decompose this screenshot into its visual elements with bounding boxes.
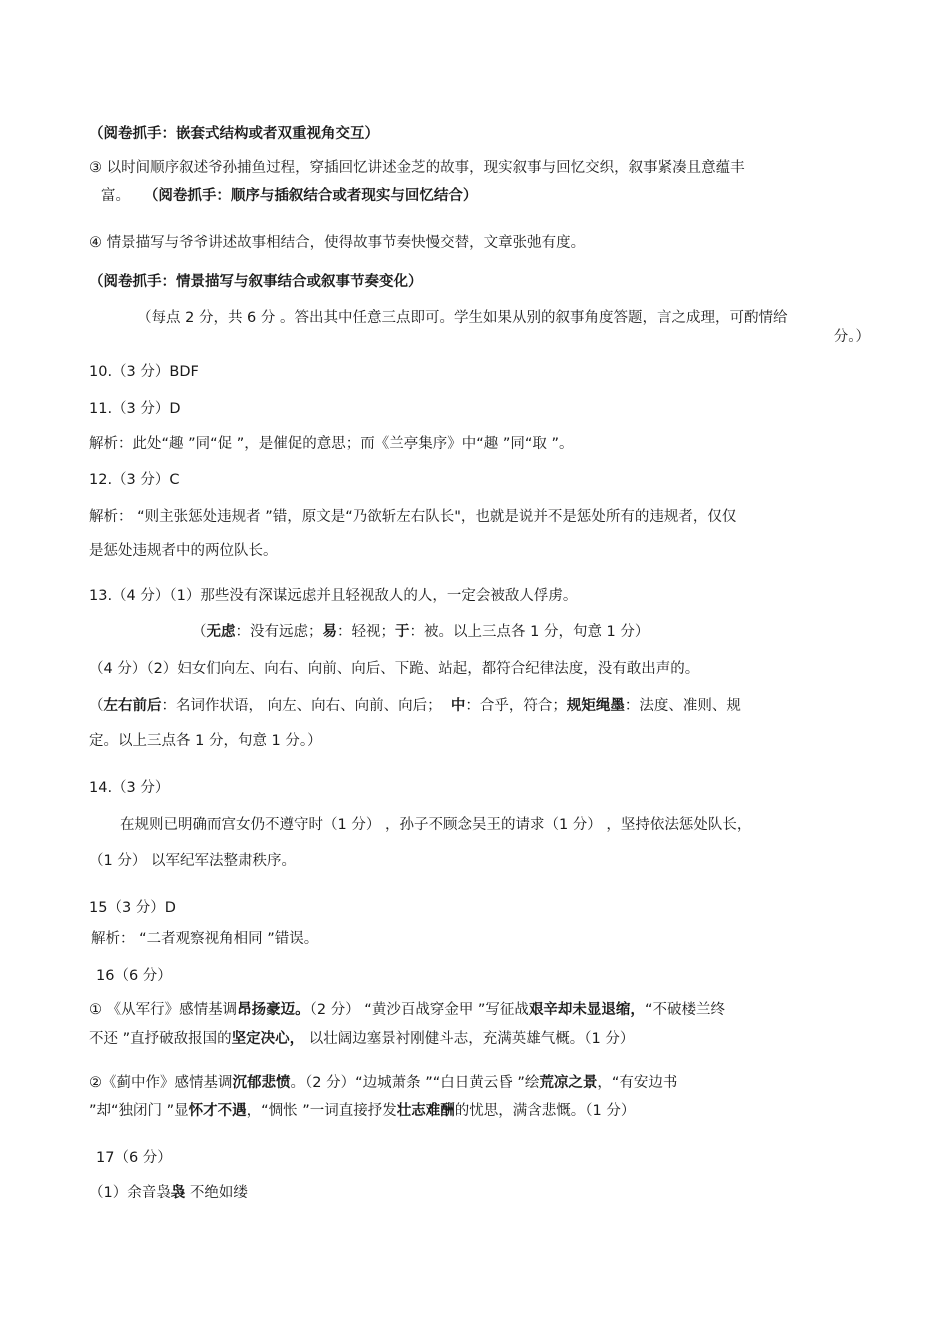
text: ”却“独闭门 ”显	[89, 1103, 189, 1119]
q13-note-2-cont: 定。以上三点各 1 分，句意 1 分。）	[89, 733, 322, 749]
q13-note-2	[89, 696, 741, 716]
keyword: 易	[322, 624, 337, 640]
text: ，“有安边书	[597, 1075, 678, 1091]
text: ②《蓟中作》感情基调	[89, 1075, 233, 1091]
keyword: 沉郁悲愤	[232, 1075, 291, 1091]
keyword: 中	[450, 698, 466, 714]
q14-header: 14.（3 分）	[89, 780, 170, 796]
text: 不还 ”直抒破敌报国的	[89, 1031, 232, 1047]
grading-note-3: （阅卷抓手：情景描写与叙事结合或叙事节奏变化）	[89, 274, 423, 290]
q16-point-1-cont	[89, 1029, 634, 1049]
q14-answer-cont: （1 分） 以军纪军法整肃秩序。	[89, 853, 296, 869]
q12-answer: 12.（3 分）C	[89, 472, 180, 488]
q17-answer-1	[89, 1183, 248, 1203]
text: （1）余音袅	[89, 1185, 171, 1201]
keyword: 坚定决心，	[231, 1031, 305, 1047]
keyword: 袅	[170, 1185, 186, 1201]
q16-point-1	[89, 1000, 725, 1020]
text: “不破楼兰终	[644, 1002, 725, 1018]
q10-answer: 10.（3 分）BDF	[89, 364, 199, 380]
text: ：没有远虑；	[235, 624, 323, 640]
text: 富。	[101, 188, 130, 204]
text: ① 《从军行》感情基调	[89, 1002, 238, 1018]
text: （	[192, 624, 207, 640]
text: ：合乎，符合；	[465, 698, 567, 714]
text: ：轻视；	[337, 624, 395, 640]
q13-note-1	[192, 622, 649, 642]
grading-note-2: （阅卷抓手：顺序与插叙结合或者现实与回忆结合）	[143, 188, 478, 204]
q14-answer: 在规则已明确而宫女仍不遵守时（1 分） ，孙子不顾念吴王的请求（1 分） ，坚持依法惩处队长，	[120, 817, 752, 833]
keyword: 荒凉之景	[539, 1075, 598, 1091]
keyword: 于	[395, 624, 410, 640]
keyword: 规矩绳墨	[566, 698, 625, 714]
keyword: 无虑	[206, 624, 236, 640]
text: （2 分） “黄沙百战穿金甲 ”写征战	[309, 1002, 529, 1018]
keyword: 左右前后	[103, 698, 162, 714]
q16-point-2-cont	[89, 1101, 635, 1121]
text: ：被。以上三点各 1 分，句意 1 分）	[409, 624, 650, 640]
text: ：名词作状语， 向左、向右、向前、向后；	[161, 698, 442, 714]
q17-header: 17（6 分）	[96, 1150, 172, 1166]
keyword: 壮志难酬	[396, 1103, 455, 1119]
text: （	[89, 698, 104, 714]
q16-header: 16（6 分）	[96, 968, 172, 984]
q12-analysis-cont: 是惩处违规者中的两位队长。	[89, 543, 278, 559]
text: 。（2 分）“边城萧条 ”“白日黄云昏 ”绘	[290, 1075, 540, 1091]
answer-point-3: ③ 以时间顺序叙述爷孙捕鱼过程，穿插回忆讲述金芝的故事，现实叙事与回忆交织，叙事紧凑且意蕴丰	[89, 160, 745, 176]
keyword: 怀才不遇	[188, 1103, 247, 1119]
text: ，“惆怅 ”一词直接抒发	[246, 1103, 397, 1119]
keyword: 艰辛却未显退缩，	[528, 1002, 645, 1018]
q11-analysis: 解析：此处“趣 ”同“促 ”，是催促的意思；而《兰亭集序》中“趣 ”同“取 ”。	[89, 436, 574, 452]
scoring-note: （每点 2 分，共 6 分 。答出其中任意三点即可。学生如果从别的叙事角度答题，言之成理，可酌情给	[137, 310, 788, 326]
q12-analysis: 解析： “则主张惩处违规者 ”错，原文是“乃欲斩左右队长"，也就是说并不是惩处所有的违规者，仅仅	[89, 509, 737, 525]
q11-answer: 11.（3 分）D	[89, 401, 181, 417]
q13-answer-2: （4 分）（2）妇女们向左、向右、向前、向后、下跪、站起，都符合纪律法度，没有敢出声的。	[89, 661, 700, 677]
text: 不绝如缕	[185, 1185, 248, 1201]
text: 的忧思，满含悲慨。（1 分）	[454, 1103, 636, 1119]
scoring-note-cont: 分。）	[833, 329, 870, 345]
text: 以壮阔边塞景衬刚健斗志，充满英雄气概。（1 分）	[304, 1031, 635, 1047]
answer-point-3-cont	[101, 186, 477, 206]
keyword: 昂扬豪迈。	[237, 1002, 310, 1018]
grading-note-1: （阅卷抓手：嵌套式结构或者双重视角交互）	[89, 126, 379, 142]
q15-analysis: 解析： “二者观察视角相同 ”错误。	[91, 931, 319, 947]
text: ：法度、准则、规	[624, 698, 741, 714]
q15-answer: 15（3 分）D	[89, 900, 176, 916]
q16-point-2	[89, 1073, 677, 1093]
q13-answer-1: 13.（4 分）（1）那些没有深谋远虑并且轻视敌人的人，一定会被敌人俘虏。	[89, 588, 578, 604]
answer-point-4: ④ 情景描写与爷爷讲述故事相结合，使得故事节奏快慢交替，文章张弛有度。	[89, 235, 586, 251]
